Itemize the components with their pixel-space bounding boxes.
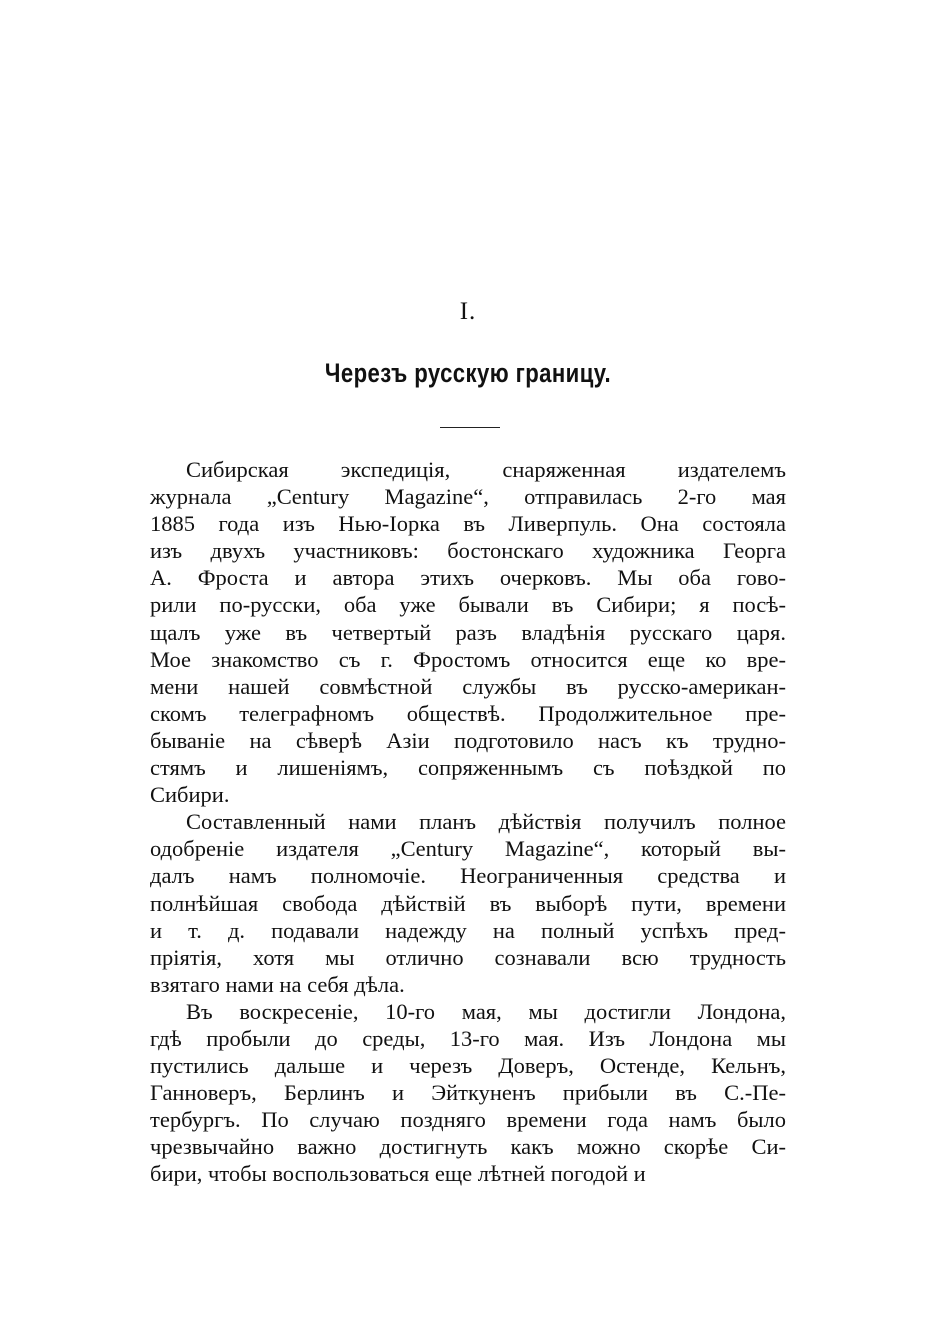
text-line: бываніе на сѣверѣ Азіи подготовило насъ къ трудно- bbox=[150, 727, 786, 753]
text-line: одобреніе издателя „Century Magazine“, который вы- bbox=[150, 836, 786, 862]
chapter-title: Черезъ русскую границу. bbox=[324, 358, 612, 388]
text-line: и т. д. подавали надежду на полный успѣхъ пред- bbox=[150, 917, 786, 943]
text-line: изъ двухъ участниковъ: бостонскаго художника Георга bbox=[150, 538, 786, 564]
text-line: Сибирская экспедиція, снаряженная издателемъ bbox=[186, 457, 786, 482]
text-line: Мое знакомство съ г. Фростомъ относится еще ко вре- bbox=[150, 646, 786, 672]
paragraph bbox=[150, 808, 786, 998]
text-line: рили по-русски, оба уже бывали въ Сибири; я посѣ- bbox=[150, 592, 786, 618]
text-line: 1885 года изъ Нью-Іорка въ Ливерпуль. Она состояла bbox=[150, 511, 786, 537]
text-line: далъ намъ полномочіе. Неограниченныя средства и bbox=[150, 863, 786, 889]
text-line: щалъ уже въ четвертый разъ владѣнія русскаго царя. bbox=[150, 619, 786, 645]
text-line: полнѣйшая свобода дѣйствій въ выборѣ пути, времени bbox=[150, 890, 786, 916]
chapter-body bbox=[150, 456, 786, 1188]
text-line: журнала „Century Magazine“, отправилась 2-го мая bbox=[150, 484, 786, 510]
text-line: бири, чтобы воспользоваться еще лѣтней погодой и bbox=[150, 1161, 646, 1187]
text-line: чрезвычайно важно достигнуть какъ можно скорѣе Си- bbox=[150, 1134, 786, 1160]
text-line: Составленный нами планъ дѣйствія получилъ полное bbox=[186, 809, 786, 835]
text-line: Сибири. bbox=[150, 782, 230, 808]
paragraph bbox=[150, 456, 786, 808]
text-line: пріятія, хотя мы отлично сознавали всю трудность bbox=[150, 944, 786, 970]
text-line: гдѣ пробыли до среды, 13-го мая. Изъ Лондона мы bbox=[150, 1025, 786, 1051]
text-line: А. Фроста и автора этихъ очерковъ. Мы оба гово- bbox=[150, 565, 786, 591]
text-line: взятаго нами на себя дѣла. bbox=[150, 971, 405, 997]
text-line: мени нашей совмѣстной службы въ русско-американ- bbox=[150, 673, 786, 699]
text-line: стямъ и лишеніямъ, сопряженнымъ съ поѣздкой по bbox=[150, 755, 786, 781]
text-line: Ганноверъ, Берлинъ и Эйткуненъ прибыли въ С.-Пе- bbox=[150, 1080, 786, 1106]
text-line: тербургъ. По случаю поздняго времени года намъ было bbox=[150, 1107, 786, 1133]
text-line: Въ воскресеніе, 10-го мая, мы достигли Лондона, bbox=[186, 998, 786, 1024]
text-line: пустились дальше и черезъ Доверъ, Остенде, Кельнъ, bbox=[150, 1053, 786, 1079]
paragraph bbox=[150, 998, 786, 1188]
title-divider bbox=[440, 427, 500, 428]
text-line: скомъ телеграфномъ обществѣ. Продолжительное пре- bbox=[150, 700, 786, 726]
chapter-number: I. bbox=[459, 298, 477, 325]
